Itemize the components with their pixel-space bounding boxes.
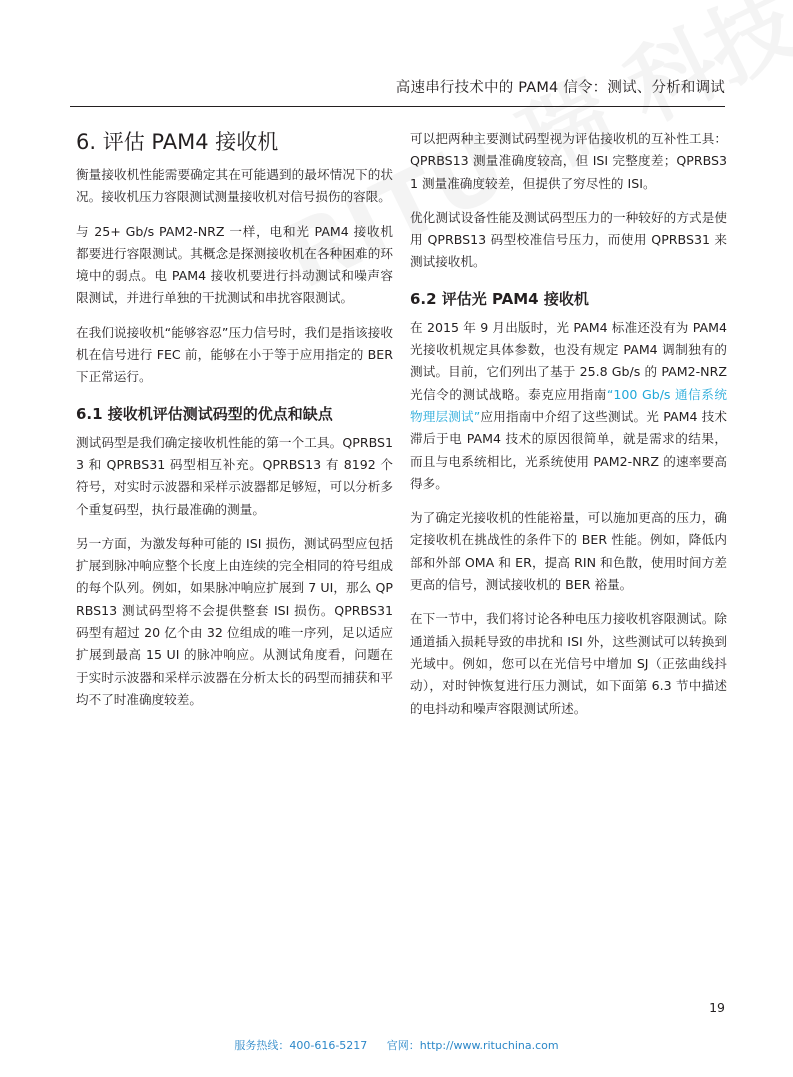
footer-website[interactable]: 官网：http://www.rituchina.com	[386, 1039, 559, 1052]
paragraph: 优化测试设备性能及测试码型压力的一种较好的方式是使用 QPRBS13 码型校准信号压力，而使用 QPRBS31 来测试接收机。	[410, 209, 727, 270]
text: 在 2015 年 9 月出版时，光 PAM4 标准还没有为 PAM4 光接收机规定具体参数，也没有规定 PAM4 调制独有的测试。目前，它们列出了基于 25.8 Gb/s 的 PAM2-NRZ 光信令的测试战略。泰克应用指南	[410, 319, 727, 402]
app-note-link[interactable]: “100 Gb/s 通信系统物理层测试”	[410, 386, 727, 424]
paragraph: 可以把两种主要测试码型视为评估接收机的互补性工具：QPRBS13 测量准确度较高，但 ISI 完整度差；QPRBS31 测量准确度较差，但提供了穷尽性的 ISI。	[410, 131, 727, 191]
page-number: 19	[709, 1000, 725, 1015]
header-title: 高速串行技术中的 PAM4 信令：测试、分析和调试	[395, 80, 725, 96]
footer	[0, 1037, 793, 1053]
paragraph: 在我们说接收机“能够容忍”压力信号时，我们是指该接收机在信号进行 FEC 前，能够在小于等于应用指定的 BER 下正常运行。	[76, 324, 393, 385]
text: 应用指南中介绍了这些测试。光 PAM4 技术滞后于电 PAM4 技术的原因很简单，就是需求的结果，而且与电系统相比，光系统使用 PAM2-NRZ 的速率要高得多。	[410, 408, 727, 491]
header-divider	[70, 106, 725, 107]
subsection-title: 6.1 接收机评估测试码型的优点和缺点	[76, 404, 333, 423]
paragraph: 测试码型是我们确定接收机性能的第一个工具。QPRBS13 和 QPRBS31 码型相互补充。QPRBS13 有 8192 个符号，对实时示波器和采样示波器都足够短，可以分析多个重复码型，执行最准确的测量。	[76, 434, 393, 517]
paragraph	[410, 317, 727, 495]
paragraph: 另一方面，为激发每种可能的 ISI 损伤，测试码型应包括扩展到脉冲响应整个长度上由连续的完全相同的符号组成的每个队列。例如，如果脉冲响应扩展到 7 UI，那么 QPRBS13 测试码型将不会提供整套 ISI 损伤。QPRBS31 码型有超过 20 亿个由 32 位组成的唯一序列，足以适应扩展到最高 15 UI 的脉冲响应。从测试角度看，问题在于实时示波器和采样示波器在分析太长的码型而捕获和平均不了时准确度较差。	[76, 535, 393, 707]
paragraph: 在下一节中，我们将讨论各种电压力接收机容限测试。除通道插入损耗导致的串扰和 ISI 外，这些测试可以转换到光域中。例如，您可以在光信号中增加 SJ（正弦曲线抖动），对时钟恢复进行压力测试，如下面第 6.3 节中描述的电抖动和噪声容限测试所述。	[410, 611, 727, 716]
footer-hotline: 服务热线：400-616-5217	[234, 1039, 368, 1052]
paragraph: 与 25+ Gb/s PAM2-NRZ 一样，电和光 PAM4 接收机都要进行容限测试。其概念是探测接收机在各种困难的环境中的弱点。电 PAM4 接收机要进行抖动测试和噪声容限测试，并进行单独的干扰测试和串扰容限测试。	[76, 223, 393, 306]
paragraph: 为了确定光接收机的性能裕量，可以施加更高的压力，确定接收机在挑战性的条件下的 BER 性能。例如，降低内部和外部 OMA 和 ER，提高 RIN 和色散，使用时间方差更高的信号，测试接收机的 BER 裕量。	[410, 510, 727, 593]
right-column	[410, 128, 727, 732]
subsection-title: 6.2 评估光 PAM4 接收机	[410, 289, 589, 308]
left-column	[76, 128, 393, 723]
section-title: 6. 评估 PAM4 接收机	[76, 130, 279, 154]
paragraph: 衡量接收机性能需要确定其在可能遇到的最坏情况下的状况。接收机压力容限测试测量接收机对信号损伤的容限。	[76, 167, 393, 205]
